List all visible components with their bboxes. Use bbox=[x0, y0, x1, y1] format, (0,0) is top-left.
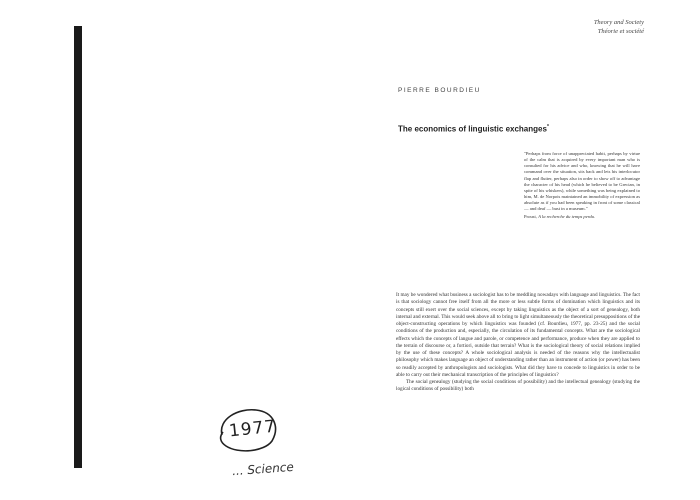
handwritten-year-annotation bbox=[214, 405, 280, 455]
article-title-text: The economics of linguistic exchanges bbox=[398, 124, 547, 134]
page-binding-edge bbox=[74, 26, 82, 468]
epigraph bbox=[524, 151, 640, 220]
title-footnote-mark: * bbox=[546, 124, 549, 130]
epigraph-author: Proust, bbox=[524, 213, 537, 219]
journal-header bbox=[594, 18, 644, 36]
epigraph-work: A la recherche du temps perdu. bbox=[538, 213, 596, 219]
journal-name-french: Théorie et société bbox=[597, 28, 644, 35]
body-paragraph-1: It may be wondered what business a sociologist has to be meddling nowadays with language and linguistics. The fact is that sociology cannot free itself from all the more or less subtle forms of domination which linguistics and its concepts still exert over the social sciences, except by taking linguistics as the object of a sort of genealogy, both internal and external. This would seek above all to bring to light simultaneously the theoretical presuppositions of the object-constructing operations by which linguistics was founded (cf. Bourdieu, 1977, pp. 23-25) and the social conditions of the production and, especially, the circulation of its fundamental concepts. What are the sociological effects which the concepts of langue and parole, or competence and performance, produce when they are applied to the terrain of discourse or, a fortiori, outside that terrain? What is the sociological theory of social relations implied by the use of these concepts? A whole sociological analysis is needed of the reasons why the intellectualist philosophy which makes language an object of understanding rather than an instrument of action (or power) has been so readily accepted by anthropologists and sociologists. What did they have to concede to linguistics in order to be able to carry out their mechanical transcription of the principles of linguistics? bbox=[396, 292, 640, 378]
stamp-year: 1977 bbox=[228, 416, 278, 442]
author-name: PIERRE BOURDIEU bbox=[398, 87, 481, 94]
epigraph-quote: "Perhaps from force of unappreciated habit, perhaps by virtue of the calm that is acquired by every important man who is consulted for his advice and who, knowing that he will have command over the situation, sits back and lets his interlocutor flap and flutter, perhaps also in order to show off to advantage the character of his head (which he believed to be Grecian, in spite of his whiskers), while something was being explained to him, M. de Norpois maintained an immobility of expression as absolute as if you had been speaking in front of some classical — and deaf — bust in a museum." bbox=[524, 151, 640, 212]
article-body bbox=[396, 292, 640, 497]
body-paragraph-2: The social genealogy (studying the social conditions of possibility) and the intellectual genealogy (studying the logical conditions of possibility) both bbox=[396, 379, 640, 393]
journal-name-english: Theory and Society bbox=[593, 19, 644, 26]
handwritten-note: ... Science bbox=[231, 459, 295, 479]
article-title bbox=[398, 124, 549, 134]
epigraph-source bbox=[524, 214, 640, 220]
